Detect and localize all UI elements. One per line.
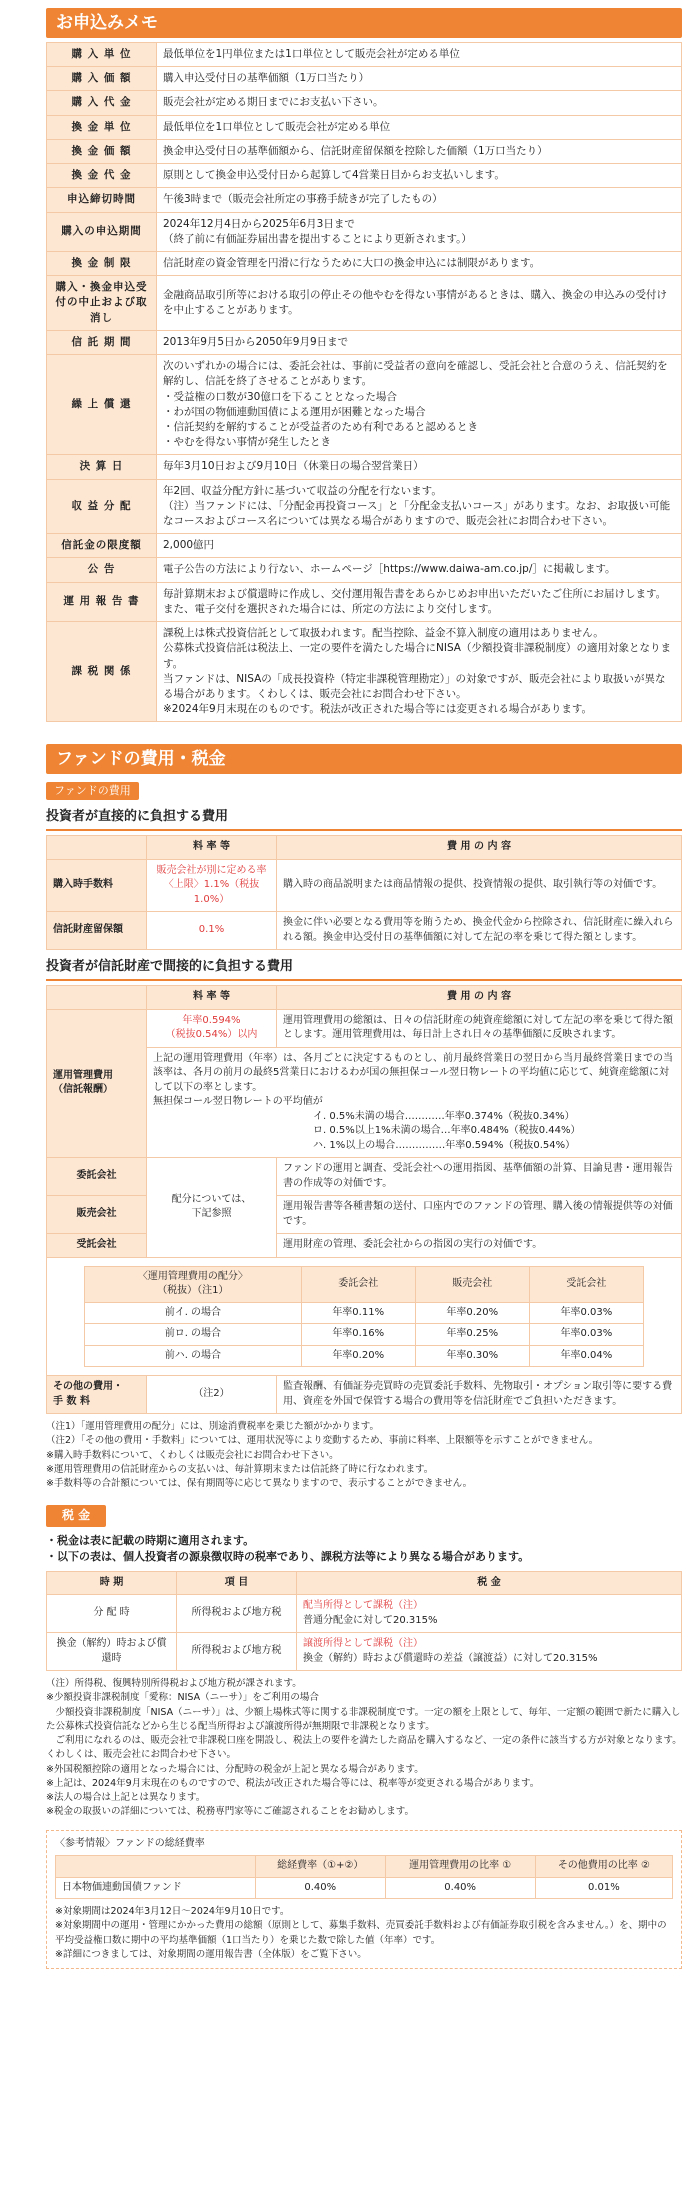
alloc-cell: 前イ. の場合: [85, 1302, 302, 1324]
reference-title: 〈参考情報〉ファンドの総経費率: [55, 1837, 205, 1849]
memo-value: 購入申込受付日の基準価額（1万口当たり）: [157, 67, 682, 91]
alloc-cell: 年率0.30%: [415, 1345, 529, 1367]
reference-note: ※対象期間は2024年3月12日〜2024年9月10日です。: [55, 1906, 290, 1918]
memo-key: 課 税 関 係: [47, 622, 157, 722]
tax-item: 所得税および地方税: [177, 1633, 297, 1671]
reference-note: ※詳細につきましては、対象期間の運用報告書（全体版）をご覧下さい。: [55, 1948, 367, 1960]
reference-cell: 日本物価連動国債ファンド: [56, 1877, 256, 1899]
ref-col-0: [56, 1856, 256, 1878]
memo-row: [47, 582, 682, 621]
memo-row: [47, 212, 682, 251]
tax-note: ※上記は、2024年9月末現在のものですので、税法が改正された場合等には、税率等が変更される場合があります。: [46, 1777, 540, 1789]
memo-row: [47, 67, 682, 91]
tax-table: [46, 1571, 682, 1672]
party-content: 運用報告書等各種書類の送付、口座内でのファンドの管理、購入後の情報提供等の対価です。: [277, 1196, 682, 1234]
tax-note: ※少額投資非課税制度「愛称：NISA（ニーサ）」をご利用の場合: [46, 1692, 319, 1704]
other-fee-content: 監査報酬、有価証券売買時の売買委託手数料、先物取引・オプション取引等に要する費用、資産を外国で保管する場合の費用等を信託財産でご負担いただきます。: [277, 1376, 682, 1414]
memo-key: 換 金 制 限: [47, 251, 157, 275]
memo-row: [47, 355, 682, 455]
direct-cost-table: [46, 835, 682, 950]
tax-notes: [46, 1677, 682, 1820]
reference-note: ※対象期間中の運用・管理にかかった費用の総額（原則として、募集手数料、売買委託手数料および有価証券取引税を含みません。）を、期中の平均受益権口数に期中の平均基準価額（1口当たり）を乗じた数で除した値（年率）です。: [55, 1920, 667, 1946]
memo-value: 換金申込受付日の基準価額から、信託財産留保額を控除した価額（1万口当たり）: [157, 139, 682, 163]
memo-key: 購 入 代 金: [47, 91, 157, 115]
cost-notes: [46, 1420, 682, 1491]
direct-heading: 投資者が直接的に負担する費用: [46, 808, 682, 831]
tax-note: ※外国税額控除の適用となった場合には、分配時の税金が上記と異なる場合があります。: [46, 1763, 424, 1775]
tax-row: [47, 1633, 682, 1671]
memo-value: 2024年12月4日から2025年6月3日まで （終了前に有価証券届出書を提出することにより更新されます。）: [157, 212, 682, 251]
memo-value: 2,000億円: [157, 534, 682, 558]
alloc-cell: 前ロ. の場合: [85, 1324, 302, 1346]
direct-col-content: 費 用 の 内 容: [277, 836, 682, 860]
memo-key: 購入の申込期間: [47, 212, 157, 251]
reference-row: [56, 1877, 673, 1899]
party-label: 委託会社: [47, 1158, 147, 1196]
memo-value: 毎年3月10日および9月10日（休業日の場合翌営業日）: [157, 455, 682, 479]
tax-cell: [297, 1633, 682, 1671]
cost-note: ※手数料等の合計額については、保有期間等に応じて異なりますので、表示することができません。: [46, 1478, 473, 1490]
costs-title: ファンドの費用・税金: [46, 744, 682, 774]
other-fee-rate: （注2）: [147, 1376, 277, 1414]
mgmt-fee-tier: ロ. 0.5%以上1%未満の場合…年率0.484%（税抜0.44%）: [313, 1125, 581, 1137]
cost-note: （注1）「運用管理費用の配分」には、別途消費税率を乗じた額がかかります。: [46, 1421, 380, 1433]
parties-rate: 配分については、 下記参照: [147, 1158, 277, 1258]
memo-key: 換 金 代 金: [47, 164, 157, 188]
memo-row: [47, 43, 682, 67]
memo-value: 原則として換金申込受付日から起算して4営業日目からお支払いします。: [157, 164, 682, 188]
memo-row: [47, 115, 682, 139]
memo-key: 換 金 単 位: [47, 115, 157, 139]
memo-row: [47, 276, 682, 331]
direct-cost-rate: 販売会社が別に定める率 〈上限〉1.1%（税抜1.0%）: [147, 859, 277, 912]
memo-row: [47, 622, 682, 722]
memo-row: [47, 558, 682, 582]
tax-note: ※法人の場合は上記とは異なります。: [46, 1792, 206, 1804]
alloc-table: [84, 1266, 644, 1368]
tax-item: 所得税および地方税: [177, 1595, 297, 1633]
tax-when: 分 配 時: [47, 1595, 177, 1633]
tax-col-tax: 税 金: [297, 1571, 682, 1595]
tax-note: ご利用になれるのは、販売会社で非課税口座を開設し、税法上の要件を満たした商品を購入するなど、一定の条件に該当する方が対象となります。くわしくは、販売会社にお問合わせ下さい。: [46, 1735, 682, 1761]
direct-cost-name: 信託財産留保額: [47, 912, 147, 950]
memo-key: 収 益 分 配: [47, 479, 157, 534]
alloc-cell: 年率0.11%: [301, 1302, 415, 1324]
mgmt-fee-rate: 年率0.594% （税抜0.54%）以内: [147, 1009, 277, 1047]
mgmt-fee-content: 運用管理費用の総額は、日々の信託財産の純資産総額に対して左記の率を乗じて得た額とします。運用管理費用は、毎日計上され日々の基準価額に反映されます。: [277, 1009, 682, 1047]
alloc-row: [85, 1302, 644, 1324]
memo-value: 最低単位を1円単位または1口単位として販売会社が定める単位: [157, 43, 682, 67]
alloc-cell: 年率0.04%: [529, 1345, 643, 1367]
memo-value: 金融商品取引所等における取引の停止その他やむを得ない事情があるときは、購入、換金の申込みの受付けを中止することがあります。: [157, 276, 682, 331]
direct-cost-content: 購入時の商品説明または商品情報の提供、投資情報の提供、取引執行等の対価です。: [277, 859, 682, 912]
mgmt-fee-label: 運用管理費用 （信託報酬）: [47, 1009, 147, 1158]
party-content: 運用財産の管理、委託会社からの指図の実行の対価です。: [277, 1234, 682, 1258]
memo-title: お申込みメモ: [46, 8, 682, 38]
alloc-cell: 年率0.03%: [529, 1302, 643, 1324]
memo-key: 購入・換金申込受付の中止および取消し: [47, 276, 157, 331]
indirect-col-empty: [47, 986, 147, 1010]
alloc-row: [85, 1324, 644, 1346]
tax-bullet: ・以下の表は、個人投資者の源泉徴収時の税率であり、課税方法等により異なる場合があります。: [46, 1549, 530, 1563]
indirect-col-rate: 料 率 等: [147, 986, 277, 1010]
mgmt-fee-tier: ハ. 1%以上の場合……………年率0.594%（税抜0.54%）: [313, 1139, 576, 1151]
other-fee-label: その他の費用・ 手 数 料: [47, 1376, 147, 1414]
tax-title-text: 譲渡所得として課税（注）: [303, 1638, 423, 1650]
tax-title: 税 金: [46, 1505, 106, 1526]
tax-col-when: 時 期: [47, 1571, 177, 1595]
memo-value: 最低単位を1口単位として販売会社が定める単位: [157, 115, 682, 139]
memo-key: 購 入 価 額: [47, 67, 157, 91]
memo-value: 電子公告の方法により行ない、ホームページ［https://www.daiwa-am.co.jp/］に掲載します。: [157, 558, 682, 582]
reference-cell: 0.40%: [385, 1877, 535, 1899]
reference-box: [46, 1830, 682, 1970]
memo-row: [47, 479, 682, 534]
memo-value: 毎計算期末および償還時に作成し、交付運用報告書をあらかじめお申出いただいたご住所にお届けします。また、電子交付を選択された場合には、所定の方法により交付します。: [157, 582, 682, 621]
memo-row: [47, 139, 682, 163]
memo-row: [47, 455, 682, 479]
tax-note: ※税金の取扱いの詳細については、税務専門家等にご確認されることをお勧めします。: [46, 1806, 415, 1818]
alloc-cell: 年率0.03%: [529, 1324, 643, 1346]
memo-key: 公 告: [47, 558, 157, 582]
mgmt-fee-tier: イ. 0.5%未満の場合…………年率0.374%（税抜0.34%）: [313, 1110, 575, 1122]
alloc-cell: 年率0.16%: [301, 1324, 415, 1346]
ref-col-2: 運用管理費用の比率 ①: [385, 1856, 535, 1878]
indirect-cost-table: [46, 985, 682, 1414]
cost-note: （注2）「その他の費用・手数料」については、運用状況等により変動するため、事前に料率、上限額等を示すことができません。: [46, 1435, 599, 1447]
memo-row: [47, 330, 682, 354]
memo-value: 年2回、収益分配方針に基づいて収益の分配を行ないます。 （注）当ファンドには、「分配金再投資コース」と「分配金支払いコース」があります。なお、お取扱い可能なコースおよびコース名については異なる場合がありますので、販売会社にお問合わせ下さい。: [157, 479, 682, 534]
memo-key: 信 託 期 間: [47, 330, 157, 354]
memo-key: 決 算 日: [47, 455, 157, 479]
tax-note: 少額投資非課税制度「NISA（ニーサ）」は、少額上場株式等に関する非課税制度です。一定の額を上限として、毎年、一定額の範囲で新たに購入した公募株式投資信託などから生じる配当所得および譲渡所得が無期限で非課税となります。: [46, 1706, 681, 1732]
tax-cell: [297, 1595, 682, 1633]
mgmt-fee-tiers: [153, 1110, 675, 1154]
tax-row: [47, 1595, 682, 1633]
tax-bullet: ・税金は表に記載の時期に適用されます。: [46, 1533, 255, 1547]
reference-cell: 0.40%: [256, 1877, 386, 1899]
mgmt-fee-detail-text: 上記の運用管理費用（年率）は、各月ごとに決定するものとし、前月最終営業日の翌日から当月最終営業日までの当該率は、各月の前月の最終5営業日におけるわが国の無担保コール翌日物レートの平均値に応じて、純資産総額に対して以下の率とします。 無担保コール翌日物レートの平均値が: [153, 1052, 673, 1108]
alloc-cell: 年率0.20%: [415, 1302, 529, 1324]
alloc-header-cell: 委託会社: [301, 1266, 415, 1302]
cost-note: ※運用管理費用の信託財産からの支払いは、毎計算期末または信託終了時に行なわれます。: [46, 1463, 434, 1475]
memo-table: [46, 42, 682, 722]
alloc-header-row: [85, 1266, 644, 1302]
tax-detail-text: 普通分配金に対して20.315%: [303, 1614, 438, 1626]
memo-key: 換 金 価 額: [47, 139, 157, 163]
tax-note: （注）所得税、復興特別所得税および地方税が課されます。: [46, 1678, 302, 1690]
tax-detail-text: 換金（解約）時および償還時の差益（譲渡益）に対して20.315%: [303, 1652, 598, 1664]
direct-cost-row: [47, 912, 682, 950]
memo-value: 次のいずれかの場合には、委託会社は、事前に受益者の意向を確認し、受託会社と合意のうえ、信託契約を解約し、信託を終了させることがあります。 ・受益権の口数が30億口を下ることとなった場合 ・わが国の物価連動国債による運用が困難となった場合 ・信託契約を解約することが受益者のため有利であると認めるとき ・やむを得ない事情が発生したとき: [157, 355, 682, 455]
memo-row: [47, 164, 682, 188]
memo-value: 販売会社が定める期日までにお支払い下さい。: [157, 91, 682, 115]
alloc-cell: [47, 1257, 682, 1376]
indirect-col-content: 費 用 の 内 容: [277, 986, 682, 1010]
tax-bullets: [46, 1533, 682, 1565]
memo-value: 午後3時まで（販売会社所定の事務手続きが完了したもの）: [157, 188, 682, 212]
alloc-row: [85, 1345, 644, 1367]
cost-note: ※購入時手数料について、くわしくは販売会社にお問合わせ下さい。: [46, 1449, 339, 1461]
tax-col-item: 項 目: [177, 1571, 297, 1595]
memo-row: [47, 188, 682, 212]
costs-subtitle: ファンドの費用: [46, 782, 139, 800]
direct-cost-rate: 0.1%: [147, 912, 277, 950]
reference-table: [55, 1855, 673, 1899]
direct-col-rate: 料 率 等: [147, 836, 277, 860]
party-label: 受託会社: [47, 1234, 147, 1258]
memo-value: 課税上は株式投資信託として取扱われます。配当控除、益金不算入制度の適用はありません。 公募株式投資信託は税法上、一定の要件を満たした場合にNISA（少額投資非課税制度）の適用対象となります。 当ファンドは、NISAの「成長投資枠（特定非課税管理勘定）」の対象ですが、販売会社により取扱いが異なる場合があります。くわしくは、販売会社にお問合わせ下さい。 ※2024年9月末現在のものです。税法が改正された場合等には変更される場合があります。: [157, 622, 682, 722]
memo-value: 2013年9月5日から2050年9月9日まで: [157, 330, 682, 354]
reference-cell: 0.01%: [535, 1877, 672, 1899]
indirect-heading: 投資者が信託財産で間接的に負担する費用: [46, 958, 682, 981]
ref-col-1: 総経費率（①+②）: [256, 1856, 386, 1878]
mgmt-fee-detail: [147, 1047, 682, 1158]
memo-value: 信託財産の資金管理を円滑に行なうために大口の換金申込には制限があります。: [157, 251, 682, 275]
memo-key: 運 用 報 告 書: [47, 582, 157, 621]
tax-when: 換金（解約）時および償還時: [47, 1633, 177, 1671]
memo-key: 信託金の限度額: [47, 534, 157, 558]
direct-col-empty: [47, 836, 147, 860]
memo-key: 繰 上 償 還: [47, 355, 157, 455]
memo-row: [47, 534, 682, 558]
alloc-header-cell: 販売会社: [415, 1266, 529, 1302]
alloc-header-cell: 受託会社: [529, 1266, 643, 1302]
tax-title-text: 配当所得として課税（注）: [303, 1600, 423, 1612]
party-content: ファンドの運用と調査、受託会社への運用指図、基準価額の計算、目論見書・運用報告書の作成等の対価です。: [277, 1158, 682, 1196]
memo-row: [47, 251, 682, 275]
party-label: 販売会社: [47, 1196, 147, 1234]
alloc-header-cell: 〈運用管理費用の配分〉 （税抜）（注1）: [85, 1266, 302, 1302]
alloc-cell: 前ハ. の場合: [85, 1345, 302, 1367]
reference-notes: [55, 1905, 673, 1962]
direct-cost-row: [47, 859, 682, 912]
memo-key: 申込締切時間: [47, 188, 157, 212]
direct-cost-name: 購入時手数料: [47, 859, 147, 912]
memo-row: [47, 91, 682, 115]
direct-cost-content: 換金に伴い必要となる費用等を賄うため、換金代金から控除され、信託財産に繰入れられる額。換金申込受付日の基準価額に対して左記の率を乗じて得た額とします。: [277, 912, 682, 950]
memo-key: 購 入 単 位: [47, 43, 157, 67]
ref-col-3: その他費用の比率 ②: [535, 1856, 672, 1878]
alloc-cell: 年率0.20%: [301, 1345, 415, 1367]
alloc-cell: 年率0.25%: [415, 1324, 529, 1346]
